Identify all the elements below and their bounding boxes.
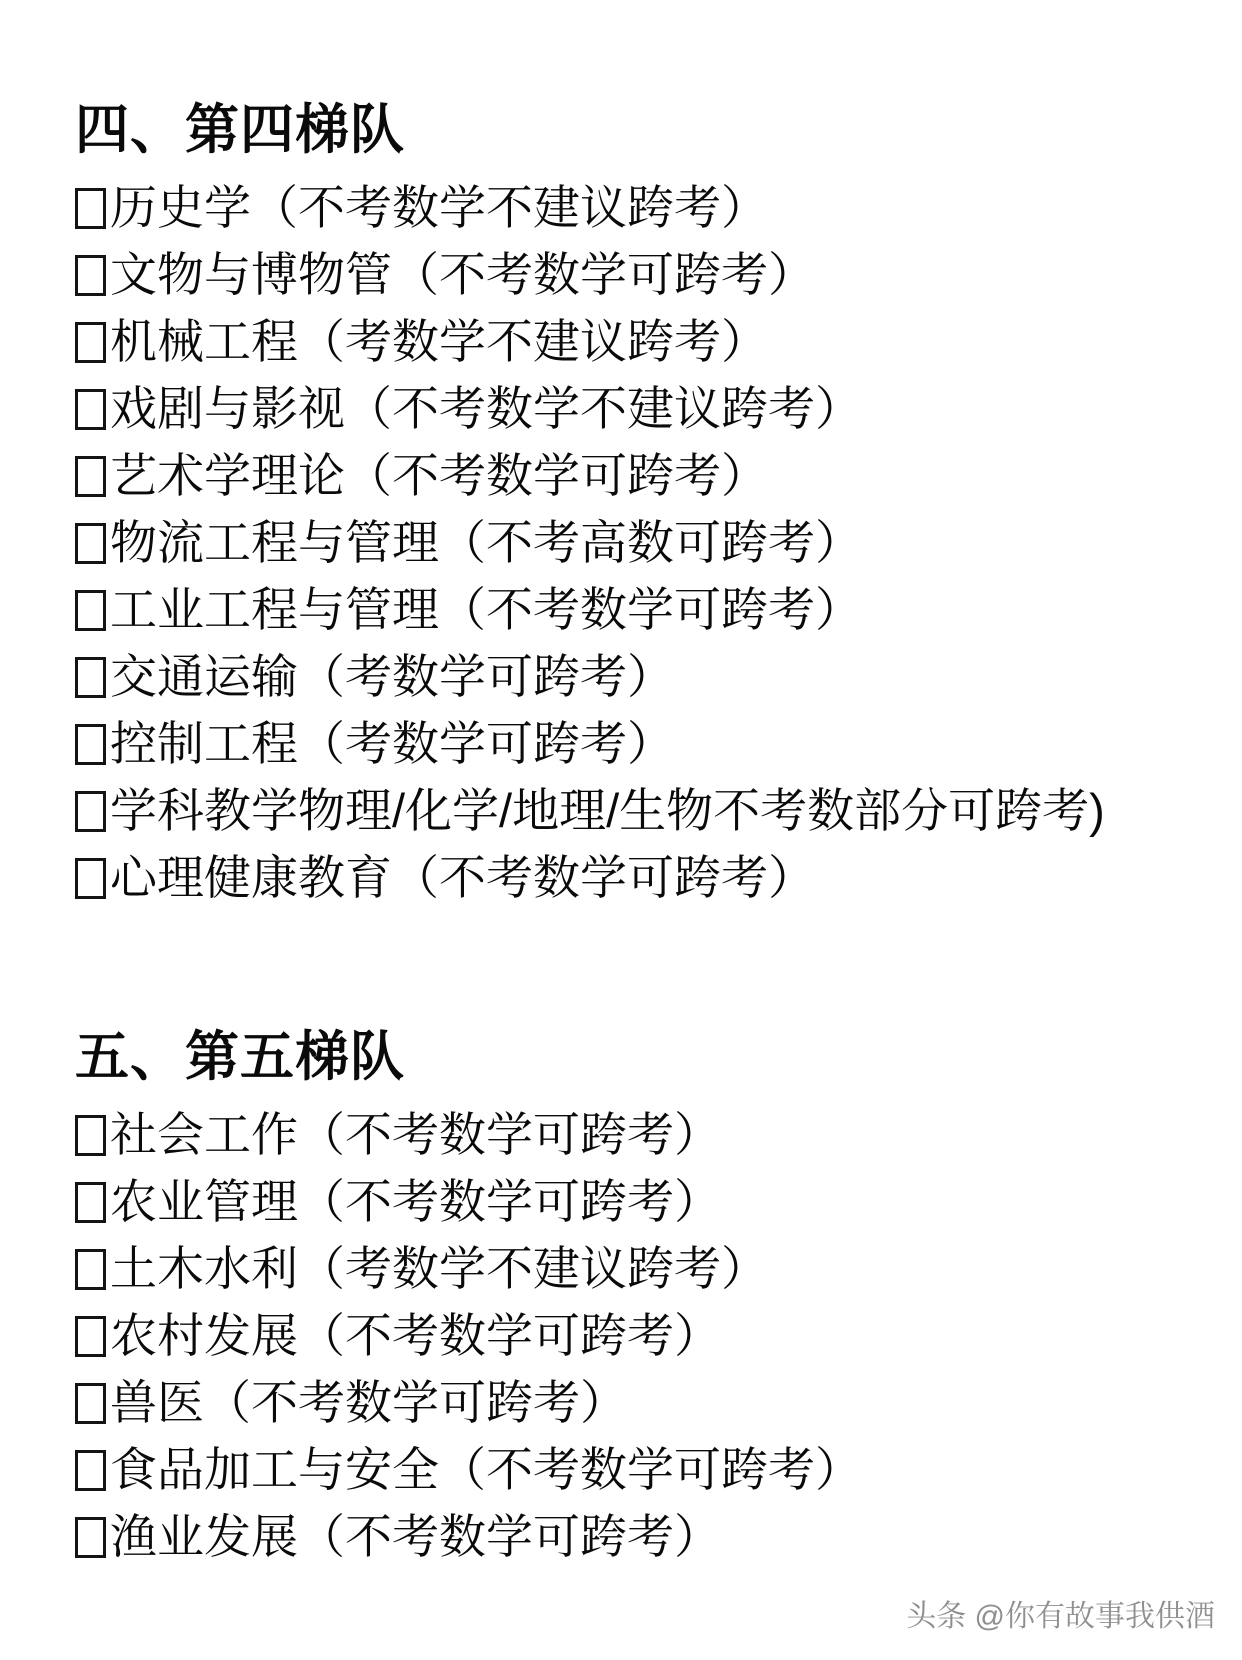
checklist-item-label: 兽医（不考数学可跨考） xyxy=(110,1376,627,1429)
section-tier-5 xyxy=(75,1019,1212,1570)
checklist-item-label: 渔业发展（不考数学可跨考） xyxy=(110,1510,721,1563)
checklist-item xyxy=(75,174,1212,241)
checkbox[interactable] xyxy=(75,389,106,430)
checklist-item-label: 艺术学理论（不考数学可跨考） xyxy=(110,449,768,502)
checkbox[interactable] xyxy=(75,791,106,832)
section-title: 五、第五梯队 xyxy=(75,1027,405,1087)
checkbox[interactable] xyxy=(75,1182,106,1223)
checkbox[interactable] xyxy=(75,1316,106,1357)
checkbox[interactable] xyxy=(75,590,106,631)
checkbox[interactable] xyxy=(75,1249,106,1290)
checkbox[interactable] xyxy=(75,1517,106,1558)
checklist-item xyxy=(75,643,1212,710)
checklist-item xyxy=(75,1436,1212,1503)
checkbox[interactable] xyxy=(75,858,106,899)
section-tier-4 xyxy=(75,92,1212,911)
checklist-item xyxy=(75,1302,1212,1369)
checklist-item-label: 戏剧与影视（不考数学不建议跨考） xyxy=(110,382,862,435)
checklist-item-label: 历史学（不考数学不建议跨考） xyxy=(110,181,768,234)
checkbox[interactable] xyxy=(75,523,106,564)
checklist-item-label: 土木水利（考数学不建议跨考） xyxy=(110,1242,768,1295)
checklist-item xyxy=(75,442,1212,509)
watermark: 头条 @你有故事我供酒 xyxy=(906,1600,1215,1633)
checklist-item-label: 社会工作（不考数学可跨考） xyxy=(110,1108,721,1161)
checklist-item xyxy=(75,710,1212,777)
checklist-item xyxy=(75,1168,1212,1235)
checklist-item-label: 交通运输（考数学可跨考） xyxy=(110,650,674,703)
checklist-item-label: 控制工程（考数学可跨考） xyxy=(110,717,674,770)
checkbox[interactable] xyxy=(75,188,106,229)
checklist-item xyxy=(75,576,1212,643)
checkbox[interactable] xyxy=(75,657,106,698)
checklist-item-label: 物流工程与管理（不考高数可跨考） xyxy=(110,516,862,569)
checklist-item-label: 食品加工与安全（不考数学可跨考） xyxy=(110,1443,862,1496)
checklist-item-label: 心理健康教育（不考数学可跨考） xyxy=(110,851,815,904)
checklist-item-label: 农村发展（不考数学可跨考） xyxy=(110,1309,721,1362)
checkbox[interactable] xyxy=(75,322,106,363)
checklist-item xyxy=(75,241,1212,308)
checklist-item xyxy=(75,509,1212,576)
section-title: 四、第四梯队 xyxy=(75,100,405,160)
content xyxy=(75,0,1212,1570)
checklist-item-label: 农业管理（不考数学可跨考） xyxy=(110,1175,721,1228)
checklist-item xyxy=(75,1235,1212,1302)
checkbox[interactable] xyxy=(75,456,106,497)
checklist-item xyxy=(75,1503,1212,1570)
checklist-item xyxy=(75,844,1212,911)
checklist-item-label: 机械工程（考数学不建议跨考） xyxy=(110,315,768,368)
checklist-item-label: 文物与博物管（不考数学可跨考） xyxy=(110,248,815,301)
checklist-item xyxy=(75,1369,1212,1436)
checklist-item-label: 工业工程与管理（不考数学可跨考） xyxy=(110,583,862,636)
checkbox[interactable] xyxy=(75,1450,106,1491)
checklist-item xyxy=(75,1101,1212,1168)
checklist-item xyxy=(75,308,1212,375)
checkbox[interactable] xyxy=(75,1383,106,1424)
checklist-item xyxy=(75,777,1212,844)
checkbox[interactable] xyxy=(75,724,106,765)
checkbox[interactable] xyxy=(75,255,106,296)
checkbox[interactable] xyxy=(75,1115,106,1156)
checklist-item-label: 学科教学物理/化学/地理/生物不考数部分可跨考) xyxy=(110,784,1105,837)
checklist-item xyxy=(75,375,1212,442)
